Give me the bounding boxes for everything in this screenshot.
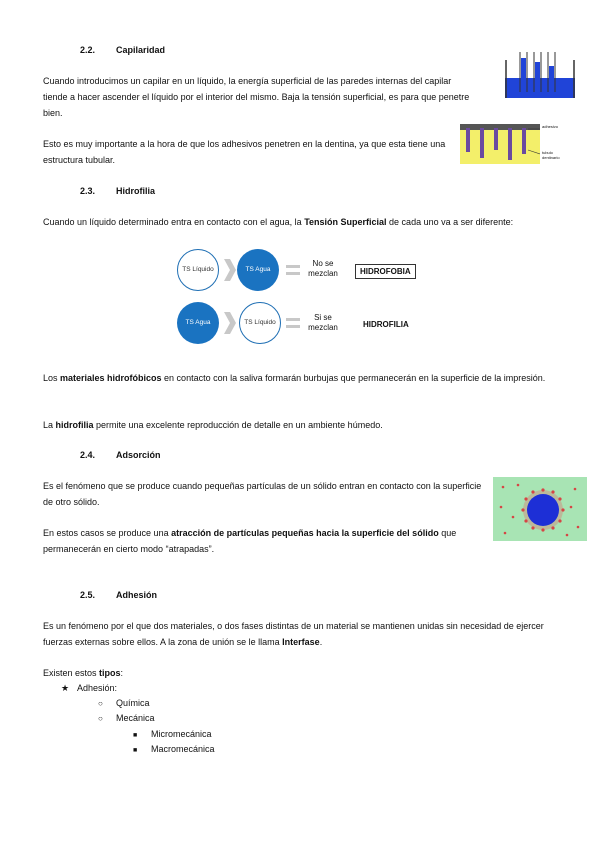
- paragraph: Cuando un líquido determinado entra en contacto con el agua, la Tensión Superficial de cada uno va a ser diferente:: [43, 217, 514, 227]
- section-title: Hidrofilia: [116, 186, 156, 196]
- paragraph: Cuando introducimos un capilar en un líquido, la energía superficial de las paredes internas del capilar tiende a hacer ascender el líquido por el interior del mismo. Baja la tensión superficial, es para que penetre bien.: [43, 76, 470, 118]
- section-title: Adhesión: [116, 590, 158, 600]
- paragraph: En estos casos se produce una atracción de partículas pequeñas hacia la superficie del sólido que permanecerán en cierto modo “atrapadas”.: [43, 528, 457, 554]
- circle-bullet-icon: ○: [98, 699, 103, 708]
- list-item: ■ Macromecánica: [133, 744, 215, 754]
- list-item: ★ Adhesión:: [61, 683, 118, 693]
- dentin-tubules-figure: [460, 124, 540, 164]
- section-number: 2.2.: [80, 45, 96, 55]
- mix-note: No se mezclan: [308, 259, 338, 278]
- section-number: 2.3.: [80, 186, 96, 196]
- list-item: ○ Mecánica: [98, 713, 155, 723]
- mix-note: Si se mezclan: [308, 313, 338, 332]
- ts-liquid-circle: TS Líquido: [177, 249, 219, 291]
- section-title: Adsorción: [116, 450, 161, 460]
- square-bullet-icon: ■: [133, 732, 138, 739]
- list-item: ○ Química: [98, 698, 150, 708]
- figure-label: adhesivo: [542, 124, 559, 129]
- square-bullet-icon: ■: [133, 747, 138, 754]
- section-number: 2.4.: [80, 450, 96, 460]
- equals-icon: [286, 265, 300, 275]
- paragraph: Los materiales hidrofóbicos en contacto con la saliva formarán burbujas que permanecerán en la superficie de la impresión.: [43, 373, 546, 383]
- section-number: 2.5.: [80, 590, 96, 600]
- list-item: ■ Micromecánica: [133, 729, 212, 739]
- result-label: HIDROFOBIA: [355, 264, 416, 279]
- ts-liquid-circle: TS Líquido: [239, 302, 281, 344]
- section-title: Capilaridad: [116, 45, 166, 55]
- result-label: HIDROFILIA: [363, 320, 409, 329]
- paragraph: La hidrofilia permite una excelente reproducción de detalle en un ambiente húmedo.: [43, 420, 383, 430]
- figure-label: tubulo dentinario: [542, 150, 560, 160]
- ts-water-circle: TS Agua: [237, 249, 279, 291]
- paragraph: Esto es muy importante a la hora de que los adhesivos penetren en la dentina, ya que esta tiene una estructura tubular.: [43, 139, 446, 165]
- ts-water-circle: TS Agua: [177, 302, 219, 344]
- equals-icon: [286, 318, 300, 328]
- paragraph: Es un fenómeno por el que dos materiales, o dos fases distintas de un material se mantienen unidas sin necesidad de ejercer fuerzas externas sobre ellos. A la zona de unión se le llama Interfase.: [43, 621, 544, 647]
- adsorption-figure: [493, 477, 587, 541]
- capillary-figure: [505, 52, 575, 98]
- circle-bullet-icon: ○: [98, 714, 103, 723]
- chevron-right-icon: [224, 259, 236, 281]
- chevron-right-icon: [224, 312, 236, 334]
- paragraph: Es el fenómeno que se produce cuando pequeñas partículas de un sólido entran en contacto con la superficie de otro sólido.: [43, 481, 482, 507]
- paragraph: Existen estos tipos:: [43, 668, 124, 678]
- star-icon: ★: [61, 683, 70, 693]
